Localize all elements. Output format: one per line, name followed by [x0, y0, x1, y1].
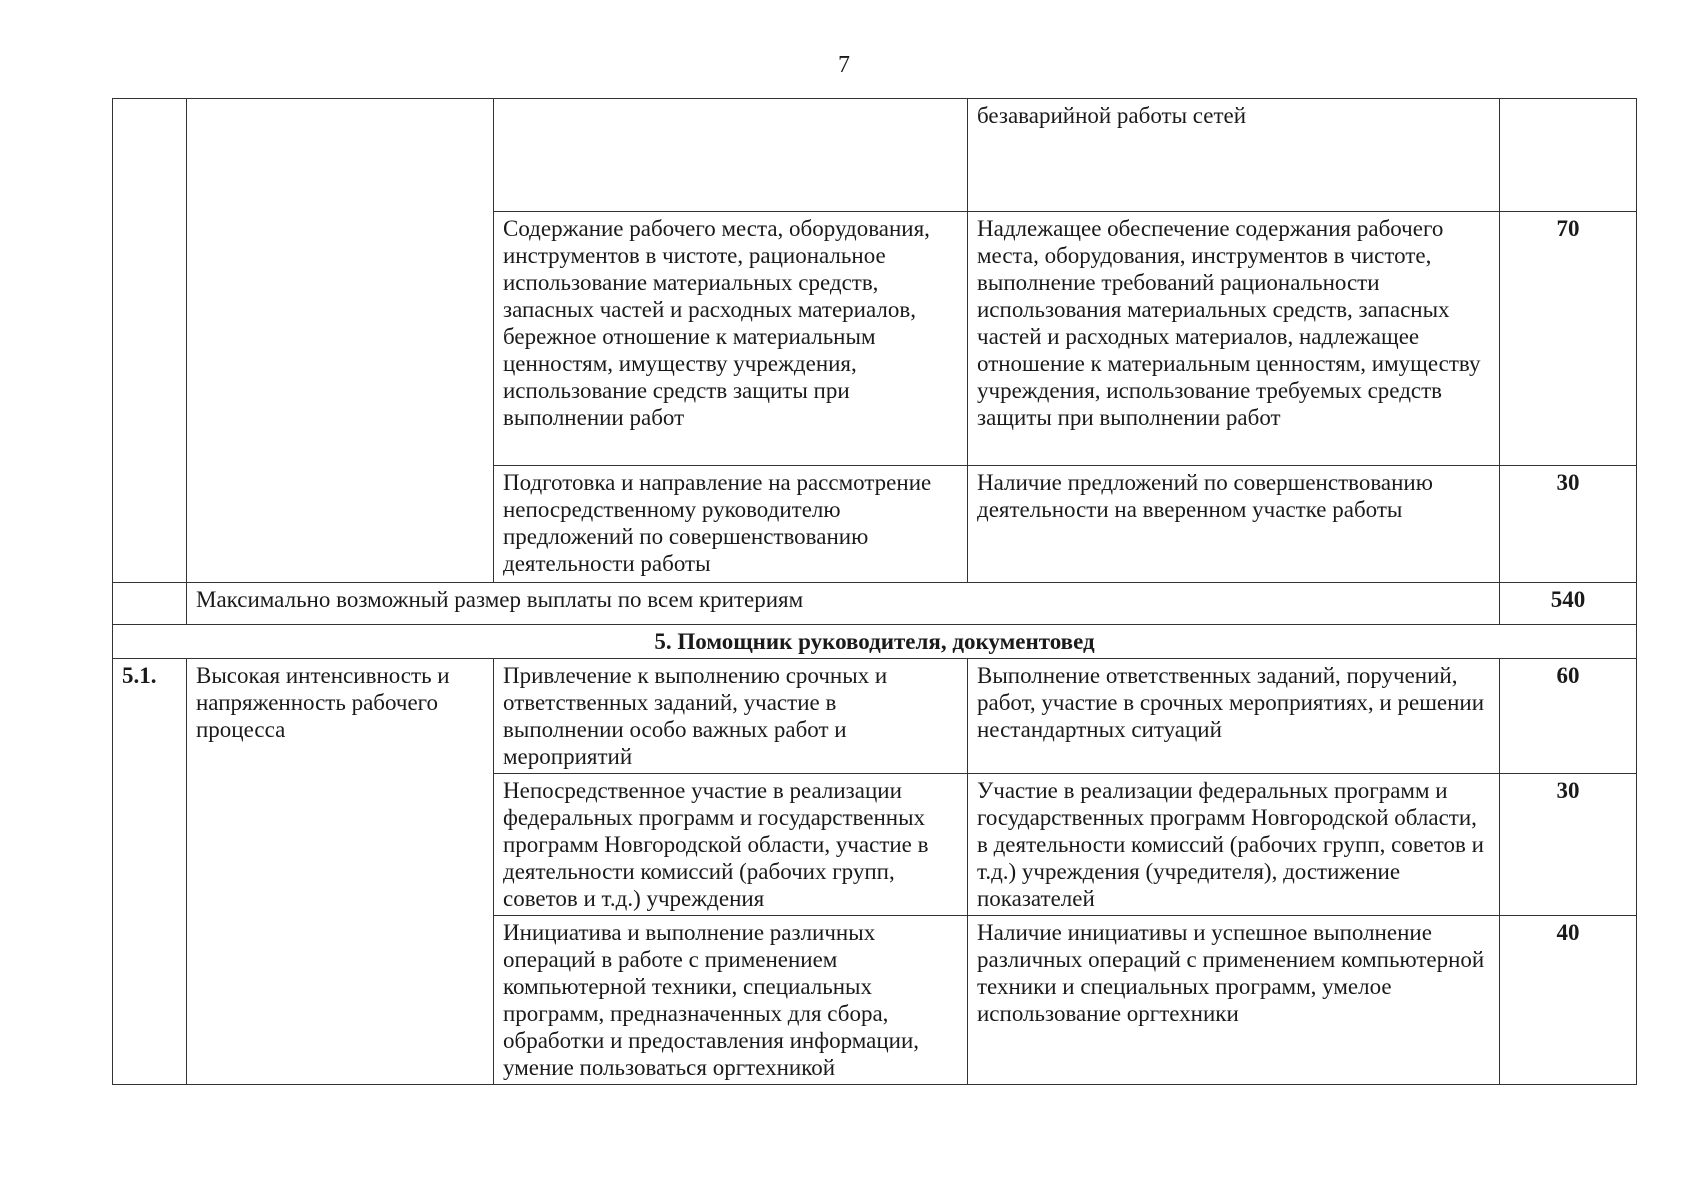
criterion-cell: Подготовка и направление на рассмотрение непосредственному руководителю предложений по совершенствованию деятельности работы — [494, 466, 968, 583]
criterion-cell: Содержание рабочего места, оборудования, инструментов в чистоте, рациональное использование материальных средств, запасных частей и расходных материалов, бережное отношение к материальным ценностям, имуществу учреждения, использование средств защиты при выполнении работ — [494, 212, 968, 466]
table-row — [113, 659, 1637, 774]
item-number: 5.1. — [113, 659, 187, 1085]
num-cell — [113, 99, 187, 583]
page-number: 7 — [838, 52, 850, 78]
section-title: 5. Помощник руководителя, документовед — [113, 625, 1637, 659]
indicator-cell: Наличие инициативы и успешное выполнение различных операций с применением компьютерной техники и специальных программ, умелое использование оргтехники — [968, 916, 1500, 1085]
name-cell — [187, 99, 494, 583]
item-name: Высокая интенсивность и напряженность рабочего процесса — [187, 659, 494, 1085]
indicator-cell: Участие в реализации федеральных программ и государственных программ Новгородской области, в деятельности комиссий (рабочих групп, советов и т.д.) учреждения (учредителя), достижение показателей — [968, 774, 1500, 916]
criterion-cell: Инициатива и выполнение различных операций в работе с применением компьютерной техники, специальных программ, предназначенных для сбора, обработки и предоставления информации, умение пользоваться оргтехникой — [494, 916, 968, 1085]
points-cell: 30 — [1500, 466, 1637, 583]
points-cell: 60 — [1500, 659, 1637, 774]
total-label: Максимально возможный размер выплаты по всем критериям — [187, 583, 1500, 625]
section-header-row — [113, 625, 1637, 659]
table-row — [113, 99, 1637, 212]
total-row — [113, 583, 1637, 625]
indicator-cell: Наличие предложений по совершенствованию деятельности на вверенном участке работы — [968, 466, 1500, 583]
criteria-table — [112, 98, 1637, 1085]
points-cell: 30 — [1500, 774, 1637, 916]
criterion-cell: Непосредственное участие в реализации федеральных программ и государственных программ Новгородской области, участие в деятельности комиссий (рабочих групп, советов и т.д.) учреждения — [494, 774, 968, 916]
total-points: 540 — [1500, 583, 1637, 625]
num-cell — [113, 583, 187, 625]
points-cell: 40 — [1500, 916, 1637, 1085]
indicator-cell: Выполнение ответственных заданий, поручений, работ, участие в срочных мероприятиях, и решении нестандартных ситуаций — [968, 659, 1500, 774]
criterion-cell — [494, 99, 968, 212]
indicator-cell: Надлежащее обеспечение содержания рабочего места, оборудования, инструментов в чистоте, выполнение требований рациональности использования материальных средств, запасных частей и расходных материалов, надлежащее отношение к материальным ценностям, имуществу учреждения, использование требуемых средств защиты при выполнении работ — [968, 212, 1500, 466]
points-cell: 70 — [1500, 212, 1637, 466]
indicator-cell: безаварийной работы сетей — [968, 99, 1500, 212]
criterion-cell: Привлечение к выполнению срочных и ответственных заданий, участие в выполнении особо важных работ и мероприятий — [494, 659, 968, 774]
points-cell — [1500, 99, 1637, 212]
